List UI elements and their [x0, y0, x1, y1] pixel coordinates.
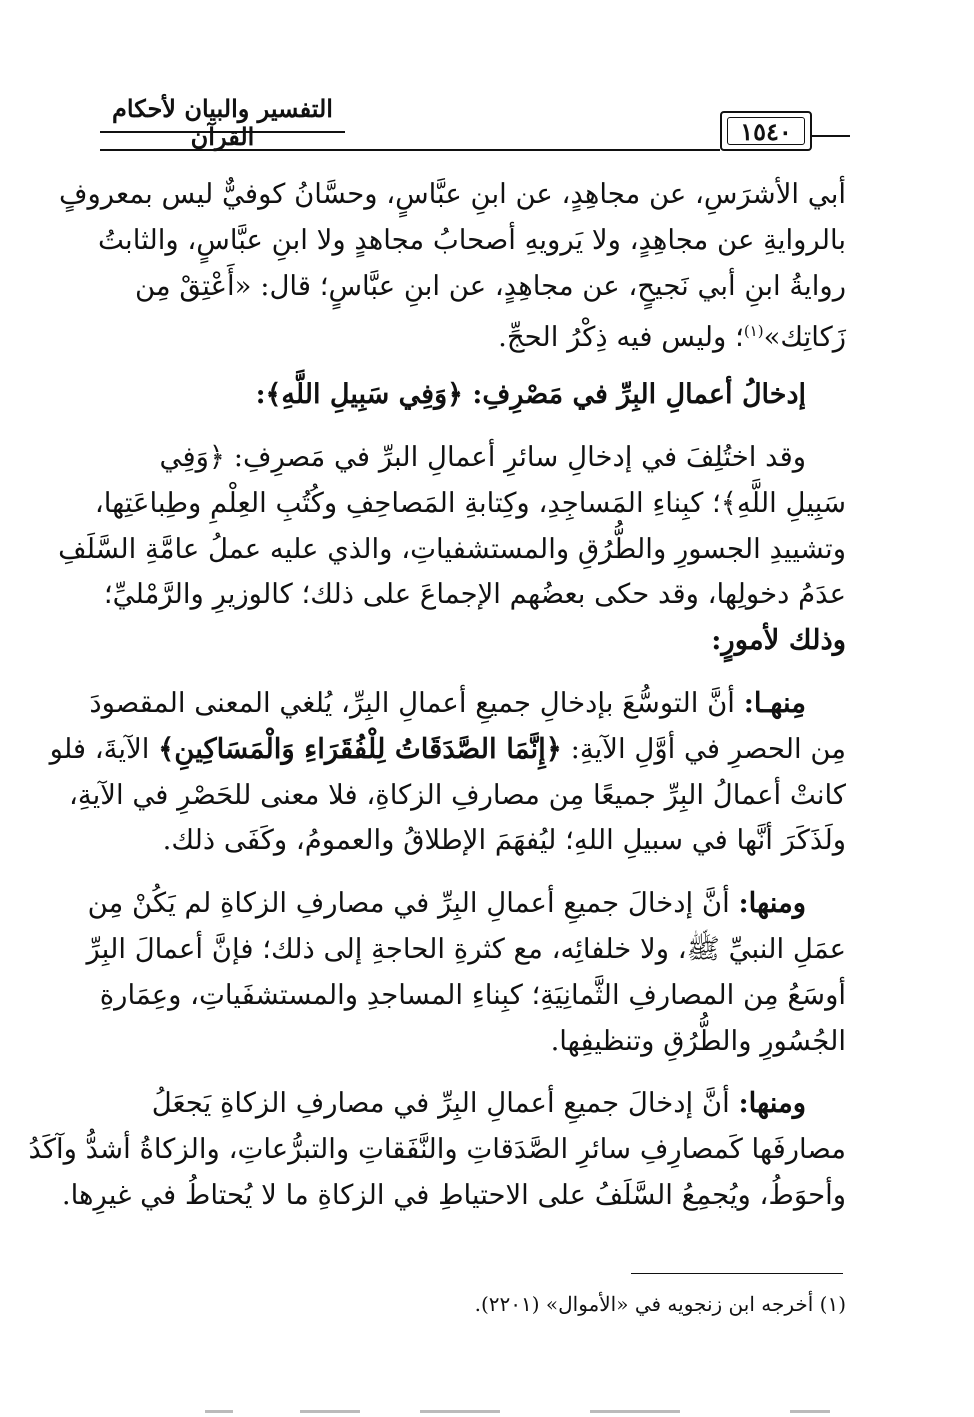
text-line: [96, 309, 846, 355]
text-line: ولَذَكَرَ أنَّها في سبيلِ اللهِ؛ ليُفهَمَ الإطلاقُ والعمومُ، وكَفَى ذلك.: [162, 824, 846, 857]
text-line: عمَلِ النبيِّ ﷺ، ولا خلفائِه، مع كثرةِ الحاجةِ إلى ذلك؛ فإنَّ أعمالَ البِرِّ: [86, 932, 846, 965]
text-line: [49, 727, 846, 773]
text-line: كانتْ أعمالُ البِرِّ جميعًا مِن مصارفِ الزكاةِ، فلا معنى للحَصْرِ في الآيةِ،: [69, 778, 846, 811]
header-rule-right: [812, 135, 850, 137]
spacer: [96, 418, 846, 435]
text-line: وتشييدِ الجسورِ والطُّرُقِ والمستشفياتِ، والذي عليه عملُ عامَّةِ السَّلَفِ: [58, 532, 846, 565]
text-line: بالروايةِ عن مجاهِدٍ، ولا يَرويهِ أصحابُ مجاهدٍ ولا ابنِ عبَّاسٍ، والثابتُ: [98, 223, 846, 256]
spacer: [96, 355, 846, 372]
text-fragment: الآيةَ، فلو: [49, 732, 159, 765]
text-line: الجُسُورِ والطُّرُقِ وتنظيفِها.: [550, 1024, 846, 1057]
footnote-reference: (١): [743, 322, 764, 341]
page-number: ١٥٤٠: [727, 117, 805, 145]
point-label: ومنها:: [738, 887, 806, 920]
scan-mark: [590, 1410, 680, 1413]
text-line: وقد اختُلِفَ في إدخالِ سائرِ أعمالِ البرِّ في مَصرِفِ: ﴿وَفِي: [159, 440, 806, 473]
scan-mark: [205, 1410, 233, 1413]
point-label: ومنها:: [738, 1087, 806, 1120]
text-line: [87, 881, 846, 927]
text-fragment: أنَّ إدخالَ جميعِ أعمالِ البِرِّ في مصارفِ الزكاةِ لم يَكُنْ مِن: [87, 887, 739, 920]
scan-mark: [790, 1410, 830, 1413]
text-line: وأحوَطُ، ويُجمِعُ السَّلَفُ على الاحتياطِ في الزكاةِ ما لا يُحتاطُ في غيرِها.: [61, 1178, 846, 1211]
verse-quote: ﴿إِنَّمَا الصَّدَقَاتُ لِلْفُقَرَاءِ وَالْمَسَاكِينِ﴾: [158, 732, 562, 765]
text-fragment: أنَّ إدخالَ جميعِ أعمالِ البِرِّ في مصارفِ الزكاةِ يَجعَلُ: [151, 1087, 739, 1120]
point-label: مِنهـا:: [743, 686, 806, 719]
text-line: أبي الأشرَسِ، عن مجاهِدٍ، عن ابنِ عبَّاسٍ، وحسَّانُ كوفيٌّ ليس بمعروفٍ: [59, 178, 846, 210]
footnote-separator: [631, 1273, 843, 1274]
scan-mark: [300, 1410, 360, 1413]
book-title: التفسير والبيان لأحكام القرآن: [112, 94, 333, 151]
heading-colon: :: [255, 379, 266, 411]
spacer: [96, 1064, 846, 1081]
text-fragment: زَكاتِك»: [763, 321, 846, 354]
text-line: [89, 681, 846, 727]
text-fragment: أنَّ التوسُّعَ بإدخالِ جميعِ أعمالِ البِرِّ، يُلغي المعنى المقصودَ: [89, 686, 744, 719]
text-line: سَبِيلِ اللَّهِ﴾؛ كبِناءِ المَساجِدِ، وكِتابةِ المَصاحِفِ وكُتُبِ العِلْمِ وطِباعَتِها،: [94, 486, 846, 519]
text-line: أوسَعُ مِن المصارفِ الثَّمانِيَةِ؛ كبِناءِ المساجدِ والمستشفَياتِ، وعِمَارةِ: [99, 978, 846, 1011]
page-number-box: [720, 111, 812, 151]
text-fragment: ؛ وليس فيه ذِكْرُ الحجِّ.: [498, 321, 744, 354]
scan-mark: [420, 1410, 500, 1413]
text-fragment: مِن الحصرِ في أوَّلِ الآيةِ:: [561, 732, 846, 765]
section-heading: [96, 372, 846, 418]
heading-verse: ﴿وَفِي سَبِيلِ اللَّهِ﴾: [265, 379, 463, 411]
text-line: عدَمُ دخولِها، وقد حكى بعضُهم الإجماعَ على ذلك؛ كالوزيرِ والرَّمْليِّ؛: [103, 578, 846, 611]
spacer: [96, 864, 846, 881]
heading-text: إدخالُ أعمالِ البِرِّ في مَصْرِفِ:: [472, 379, 806, 411]
main-text: [28, 172, 846, 1219]
spacer: [96, 664, 846, 681]
text-line: روايةُ ابنِ أبي نَجيحٍ، عن مجاهِدٍ، عن ابنِ عبَّاسٍ؛ قال: «أَعْتِقْ مِن: [134, 269, 846, 302]
footnote: (١) أخرجه ابن زنجويه في «الأموال» (٢٢٠١).: [474, 1292, 846, 1316]
text-line: وذلك لأمورٍ:: [711, 624, 846, 657]
text-line: [96, 1081, 846, 1127]
text-line: مصارفَها كَمصارِفِ سائرِ الصَّدَقاتِ والنَّفَقاتِ والتبرُّعاتِ، والزكاةُ أشدُّ وآكَدُ: [28, 1133, 846, 1166]
